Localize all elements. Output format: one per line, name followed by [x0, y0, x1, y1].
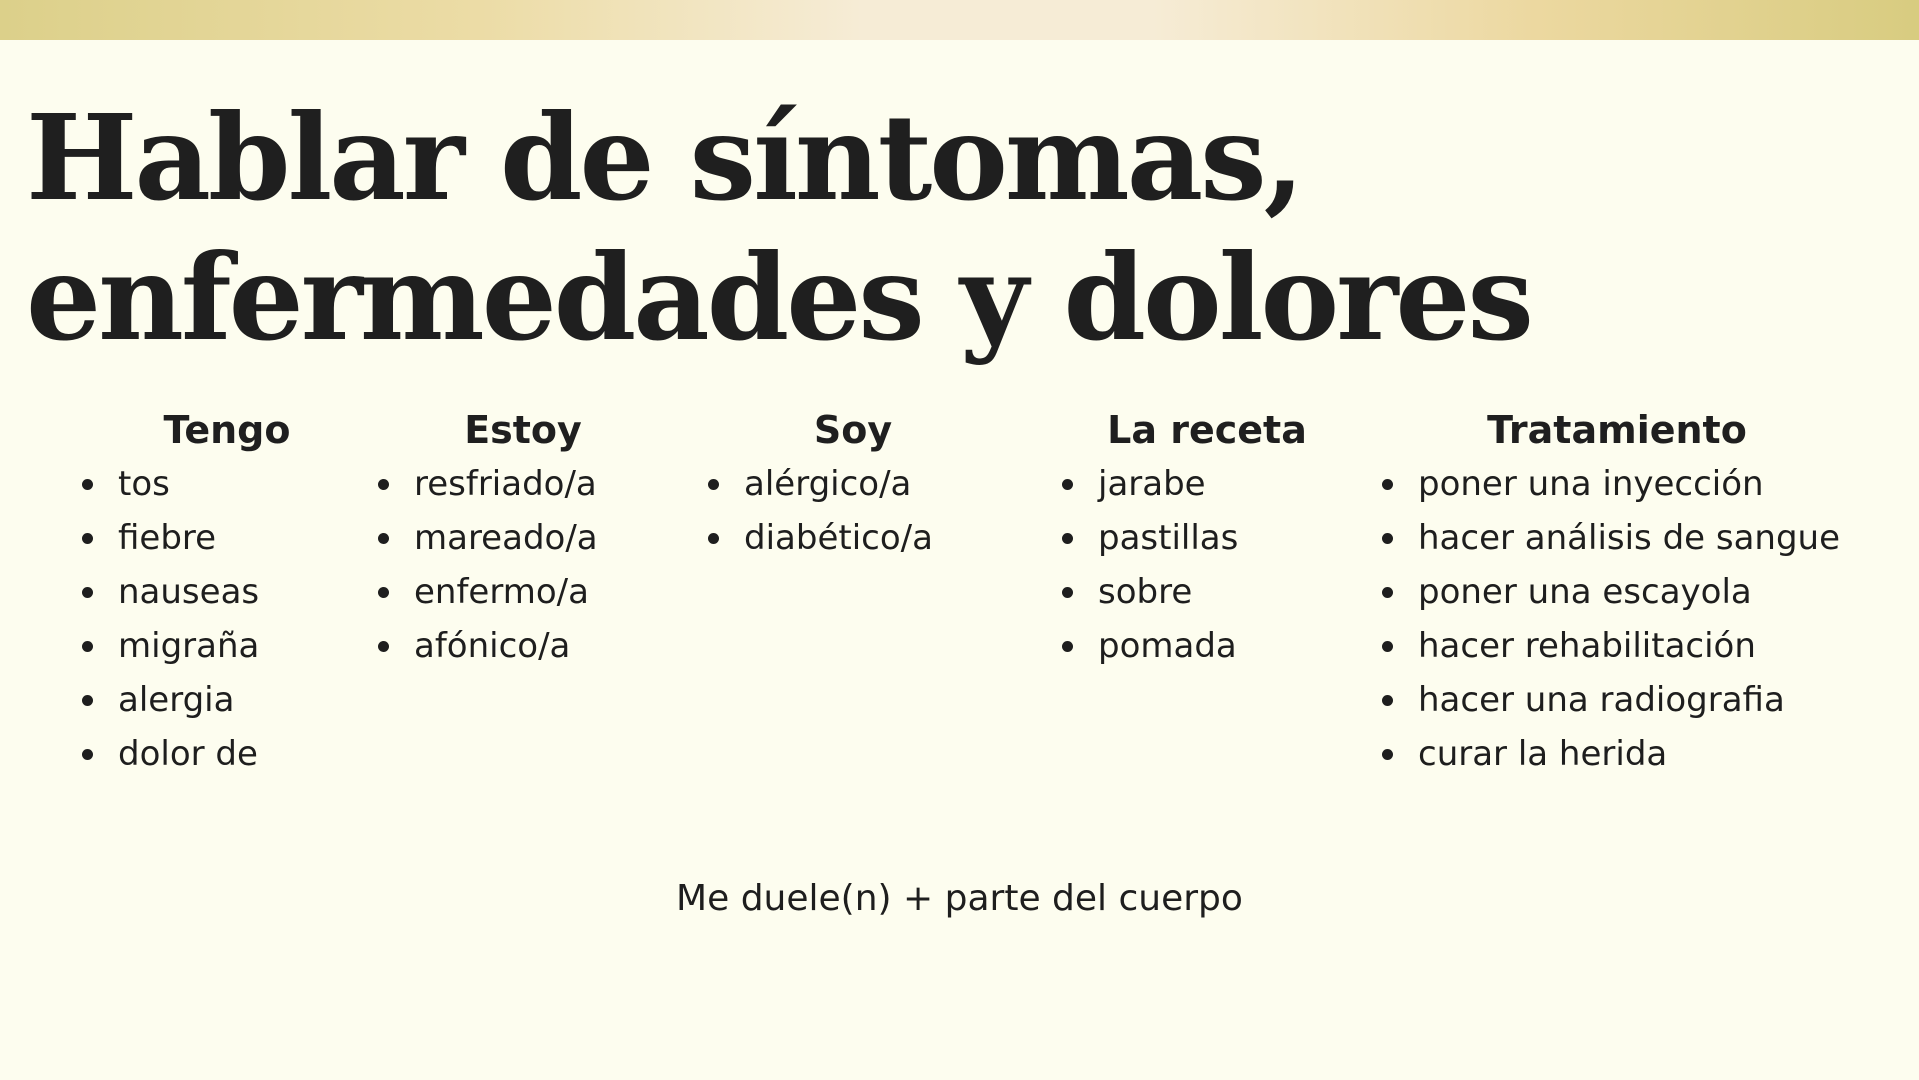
column-heading: Estoy — [464, 408, 582, 452]
item-list — [1382, 457, 1902, 781]
item-list — [82, 457, 382, 781]
list-item: hacer análisis de sangue — [1382, 511, 1902, 565]
column-estoy — [378, 405, 698, 673]
list-item: mareado/a — [378, 511, 698, 565]
list-item: jarabe — [1062, 457, 1362, 511]
page-title: Hablar de síntomas, enfermedades y dolores — [26, 88, 1531, 367]
list-item: tos — [82, 457, 382, 511]
column-heading: Soy — [813, 408, 893, 452]
list-item: curar la herida — [1382, 727, 1902, 781]
list-item: poner una inyección — [1382, 457, 1902, 511]
list-item: resfriado/a — [378, 457, 698, 511]
list-item: poner una escayola — [1382, 565, 1902, 619]
item-list — [708, 457, 1028, 565]
item-list — [1062, 457, 1362, 673]
list-item: dolor de — [82, 727, 382, 781]
list-item: hacer una radiografia — [1382, 673, 1902, 727]
column-tengo — [82, 405, 382, 781]
list-item: sobre — [1062, 565, 1362, 619]
column-heading: La receta — [1107, 408, 1307, 452]
list-item: diabético/a — [708, 511, 1028, 565]
list-item: alergia — [82, 673, 382, 727]
column-heading: Tengo — [163, 408, 291, 452]
item-list — [378, 457, 698, 673]
list-item: pomada — [1062, 619, 1362, 673]
list-item: nauseas — [82, 565, 382, 619]
column-la-receta — [1062, 405, 1362, 673]
top-decorative-band — [0, 0, 1919, 40]
list-item: pastillas — [1062, 511, 1362, 565]
list-item: enfermo/a — [378, 565, 698, 619]
column-soy — [708, 405, 1028, 565]
list-item: migraña — [82, 619, 382, 673]
footer-note: Me duele(n) + parte del cuerpo — [676, 878, 1243, 919]
list-item: fiebre — [82, 511, 382, 565]
list-item: afónico/a — [378, 619, 698, 673]
column-heading: Tratamiento — [1487, 408, 1747, 452]
column-tratamiento — [1382, 405, 1902, 781]
list-item: alérgico/a — [708, 457, 1028, 511]
list-item: hacer rehabilitación — [1382, 619, 1902, 673]
